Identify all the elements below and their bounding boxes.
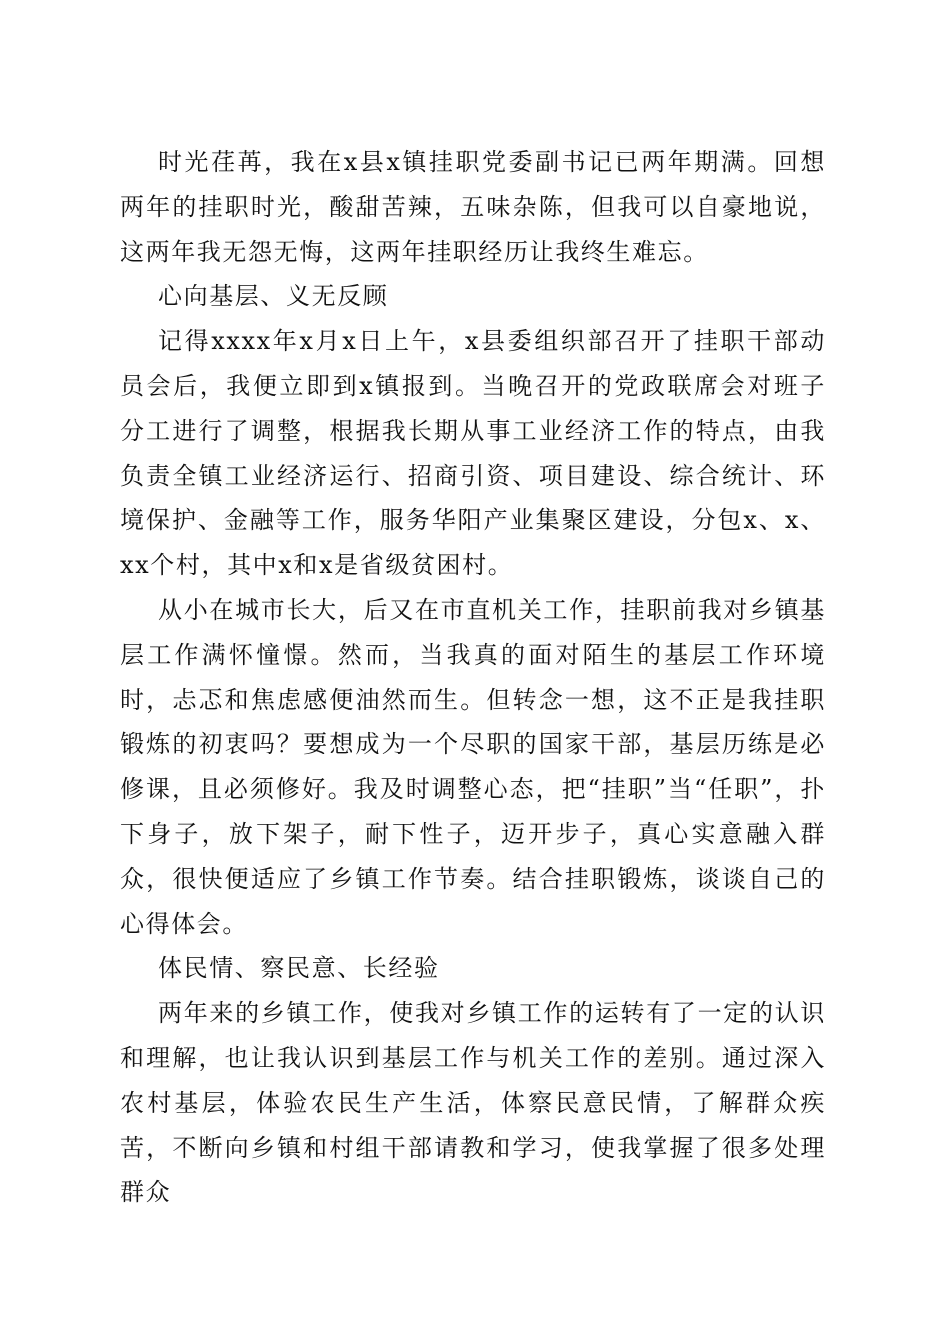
paragraph-understanding: 两年来的乡镇工作，使我对乡镇工作的运转有了一定的认识和理解，也让我认识到基层工作与机关工作的差别。通过深入农村基层，体验农民生产生活，体察民意民情，了解群众疾苦，不断向乡镇和村组干部请教和学习，使我掌握了很多处理群众 [120,999,826,1207]
section-heading-grassroots: 心向基层、义无反顾 [158,282,389,311]
document-body [120,140,826,1215]
section-heading-experience: 体民情、察民意、长经验 [158,954,440,983]
paragraph-intro: 时光荏苒，我在x县x镇挂职党委副书记已两年期满。回想两年的挂职时光，酸甜苦辣，五味杂陈，但我可以自豪地说，这两年我无怨无悔，这两年挂职经历让我终生难忘。 [120,148,826,266]
paragraph-adaptation: 从小在城市长大，后又在市直机关工作，挂职前我对乡镇基层工作满怀憧憬。然而，当我真的面对陌生的基层工作环境时，忐忑和焦虑感便油然而生。但转念一想，这不正是我挂职锻炼的初衷吗？要想成为一个尽职的国家干部，基层历练是必修课，且必须修好。我及时调整心态，把“挂职”当“任职”，扑下身子，放下架子，耐下性子，迈开步子，真心实意融入群众，很快便适应了乡镇工作节奏。结合挂职锻炼，谈谈自己的心得体会。 [120,595,826,938]
paragraph-assignment: 记得xxxx年x月x日上午，x县委组织部召开了挂职干部动员会后，我便立即到x镇报到。当晚召开的党政联席会对班子分工进行了调整，根据我长期从事工业经济工作的特点，由我负责全镇工业经济运行、招商引资、项目建设、综合统计、环境保护、金融等工作，服务华阳产业集聚区建设，分包x、x、xx个村，其中x和x是省级贫困村。 [120,327,826,580]
